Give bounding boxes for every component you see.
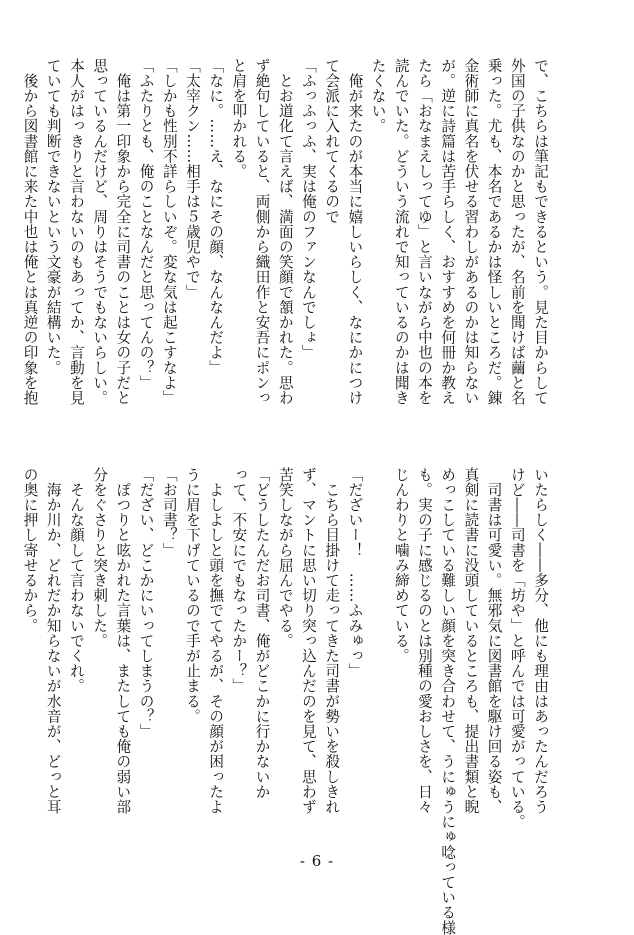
lower-text-block — [21, 467, 552, 935]
text-line: 海か川か、どれだか知らないが水音が、どっと耳 — [44, 467, 62, 815]
text-line: 後から図書館に来た中也は俺とは真逆の印象を抱 — [21, 58, 39, 406]
text-line: 分をぐさりと突き刺した。 — [91, 467, 109, 649]
text-line: めっこしている難しい顔を突き合わせて、うにゅうにゅ唸っている様 — [439, 467, 457, 935]
text-line: そんな顔して言わないでくれ。 — [67, 467, 85, 694]
text-line: とお道化て言えば、満面の笑顔で頷かれた。思わ — [276, 58, 294, 406]
text-line: じんわりと噛み締めている。 — [392, 467, 410, 664]
text-line: て会派に入れてくるので — [323, 58, 341, 225]
text-line: も。実の子に感じるのとは別種の愛おしさを、日々 — [415, 467, 433, 815]
text-line: うに眉を下げているので手が止まる。 — [183, 467, 201, 724]
text-line: 苦笑しながら屈んでやる。 — [276, 467, 294, 649]
text-line: ず、マントに思い切り突っ込んだのを見て、思わず — [299, 467, 317, 815]
text-line: 「太宰クン……相手は５歳児やで」 — [183, 58, 201, 300]
text-line: 「どうしたんだお司書、俺がどこかに行かないか — [253, 467, 271, 800]
text-line: 金術師に真名を伏せる習わしがあるのかは知らない — [462, 58, 480, 406]
upper-text-block — [21, 58, 552, 438]
text-line: ぽつりと呟かれた言葉は、またしても俺の弱い部 — [114, 467, 132, 815]
text-line: 「だざい、どこかにいってしまうの？」 — [137, 467, 155, 739]
text-line: 読んでいた。どういう流れで知っているのかは聞き — [392, 58, 410, 406]
text-line: ていても判断できないという文豪が結構いた。 — [44, 58, 62, 376]
text-line: 「なに。……え、なにその顔、なんなんだよ」 — [207, 58, 225, 376]
text-line: 「ふたりとも、俺のことなんだと思ってんの？」 — [137, 58, 155, 391]
text-line: で、こちらは筆記もできるという。見た目からして — [532, 58, 549, 406]
text-line: けど――司書を「坊や」と呼んでは可愛がっている。 — [508, 467, 526, 830]
text-line: 俺は第一印象から完全に司書のことは女の子だと — [114, 58, 132, 406]
text-line: いたらしく――多分、他にも理由はあったんだろう — [532, 467, 549, 815]
text-line: 思っているんだけど、周りはそうでもないらしい。 — [91, 58, 109, 406]
text-line: 「しかも性別不詳らしいぞ。変な気は起こすなよ」 — [160, 58, 178, 406]
text-line: 本人がはっきりと言わないのもあってか、言動を見 — [67, 58, 85, 406]
text-line: 「だざいー！ ……ふみゅっ」 — [346, 467, 364, 679]
text-line: が。逆に詩篇は苦手らしく、おすすめを何冊か教え — [439, 58, 457, 406]
text-line: 俺が来たのが本当に嬉しいらしく、なにかにつけ — [346, 58, 364, 406]
text-line: こちら目掛けて走ってきた司書が勢いを殺しきれ — [323, 467, 341, 815]
text-line: 外国の子供なのかと思ったが、名前を聞けば繭と名 — [508, 58, 526, 406]
text-line: たくない。 — [369, 58, 387, 134]
text-line: 司書は可愛い。無邪気に図書館を駆け回る姿も、 — [485, 467, 503, 815]
text-line: 「ふっふっふ、実は俺のファンなんでしょ」 — [299, 58, 317, 360]
text-line — [366, 467, 389, 827]
text-line: と肩を叩かれる。 — [230, 58, 248, 179]
text-line: たら「おなまえしってゆ」と言いながら中也の本を — [415, 58, 433, 406]
text-line: ず絶句していると、両側から織田作と安吾にポンっ — [253, 58, 271, 406]
text-line: って、不安にでもなったかー？」 — [230, 467, 248, 694]
text-line: よしよしと頭を撫でてやるが、その顔が困ったよ — [207, 467, 225, 815]
text-line: 真剣に読書に没頭しているところも、提出書類と睨 — [462, 467, 480, 815]
text-line: 乗った。尤も、本名であるかは怪しいところだ。錬 — [485, 58, 503, 406]
text-line: の奥に押し寄せるから。 — [21, 467, 39, 634]
page-number: - 6 - — [299, 852, 335, 870]
text-line: 「お司書？」 — [160, 467, 178, 558]
